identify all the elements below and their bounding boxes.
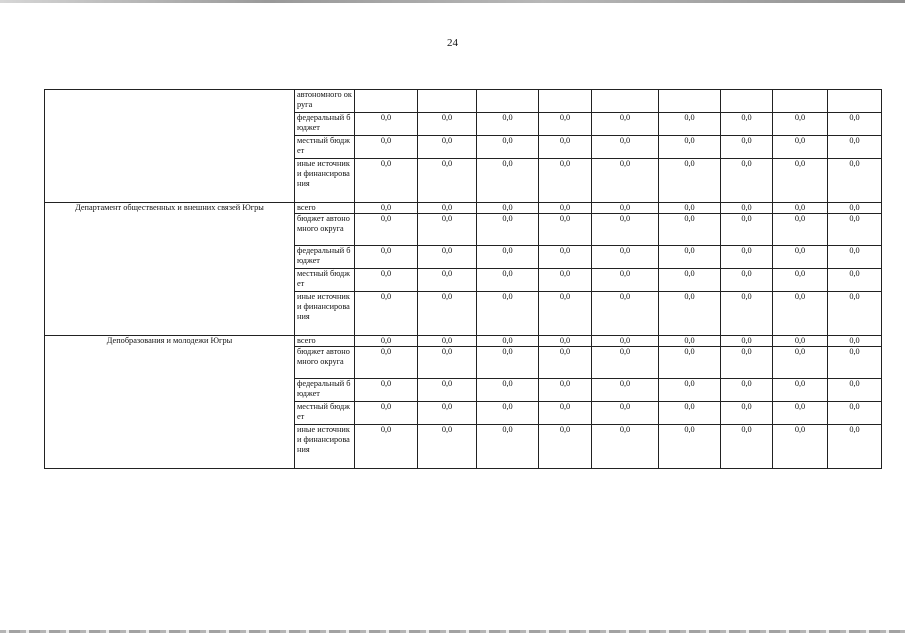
value-cell bbox=[773, 90, 828, 113]
value-cell: 0,0 bbox=[539, 246, 592, 269]
value-cell: 0,0 bbox=[592, 136, 659, 159]
value-cell: 0,0 bbox=[828, 113, 882, 136]
funding-source-cell: местный бюджет bbox=[295, 136, 355, 159]
value-cell: 0,0 bbox=[659, 136, 721, 159]
table-row bbox=[45, 203, 882, 214]
value-cell: 0,0 bbox=[828, 292, 882, 336]
value-cell: 0,0 bbox=[539, 379, 592, 402]
organization-cell: Департамент общественных и внешних связей Югры bbox=[45, 203, 295, 336]
value-cell: 0,0 bbox=[477, 113, 539, 136]
value-cell: 0,0 bbox=[355, 292, 418, 336]
value-cell: 0,0 bbox=[828, 402, 882, 425]
funding-source-cell: бюджет автономного округа bbox=[295, 214, 355, 246]
value-cell: 0,0 bbox=[773, 159, 828, 203]
value-cell: 0,0 bbox=[418, 379, 477, 402]
value-cell: 0,0 bbox=[773, 425, 828, 469]
value-cell: 0,0 bbox=[355, 336, 418, 347]
value-cell: 0,0 bbox=[477, 159, 539, 203]
value-cell: 0,0 bbox=[477, 402, 539, 425]
value-cell bbox=[355, 90, 418, 113]
value-cell: 0,0 bbox=[773, 292, 828, 336]
value-cell: 0,0 bbox=[539, 214, 592, 246]
value-cell: 0,0 bbox=[592, 402, 659, 425]
value-cell: 0,0 bbox=[477, 246, 539, 269]
funding-source-cell: бюджет автономного округа bbox=[295, 347, 355, 379]
value-cell: 0,0 bbox=[659, 379, 721, 402]
value-cell: 0,0 bbox=[477, 203, 539, 214]
value-cell: 0,0 bbox=[418, 347, 477, 379]
value-cell: 0,0 bbox=[418, 203, 477, 214]
value-cell: 0,0 bbox=[721, 379, 773, 402]
value-cell bbox=[418, 90, 477, 113]
value-cell: 0,0 bbox=[773, 246, 828, 269]
value-cell: 0,0 bbox=[418, 113, 477, 136]
value-cell: 0,0 bbox=[418, 425, 477, 469]
value-cell: 0,0 bbox=[477, 292, 539, 336]
value-cell: 0,0 bbox=[828, 159, 882, 203]
value-cell: 0,0 bbox=[721, 136, 773, 159]
value-cell: 0,0 bbox=[773, 336, 828, 347]
value-cell: 0,0 bbox=[659, 425, 721, 469]
value-cell: 0,0 bbox=[828, 379, 882, 402]
value-cell bbox=[477, 90, 539, 113]
value-cell: 0,0 bbox=[828, 203, 882, 214]
value-cell: 0,0 bbox=[477, 269, 539, 292]
value-cell: 0,0 bbox=[418, 214, 477, 246]
value-cell: 0,0 bbox=[659, 246, 721, 269]
table-row bbox=[45, 336, 882, 347]
value-cell: 0,0 bbox=[355, 379, 418, 402]
value-cell: 0,0 bbox=[773, 203, 828, 214]
funding-source-cell: иные источники финансирова ния bbox=[295, 425, 355, 469]
funding-source-cell: федеральный бюджет bbox=[295, 246, 355, 269]
value-cell: 0,0 bbox=[721, 425, 773, 469]
value-cell: 0,0 bbox=[418, 402, 477, 425]
value-cell: 0,0 bbox=[418, 292, 477, 336]
value-cell: 0,0 bbox=[418, 159, 477, 203]
value-cell: 0,0 bbox=[355, 246, 418, 269]
funding-source-cell: федеральный бюджет bbox=[295, 113, 355, 136]
value-cell: 0,0 bbox=[418, 136, 477, 159]
value-cell bbox=[592, 90, 659, 113]
value-cell: 0,0 bbox=[721, 269, 773, 292]
value-cell: 0,0 bbox=[659, 292, 721, 336]
value-cell: 0,0 bbox=[539, 425, 592, 469]
value-cell: 0,0 bbox=[539, 292, 592, 336]
value-cell: 0,0 bbox=[592, 425, 659, 469]
value-cell: 0,0 bbox=[355, 269, 418, 292]
value-cell: 0,0 bbox=[721, 402, 773, 425]
value-cell: 0,0 bbox=[659, 113, 721, 136]
value-cell: 0,0 bbox=[539, 113, 592, 136]
value-cell: 0,0 bbox=[659, 347, 721, 379]
value-cell: 0,0 bbox=[721, 347, 773, 379]
value-cell: 0,0 bbox=[418, 269, 477, 292]
value-cell: 0,0 bbox=[659, 214, 721, 246]
value-cell bbox=[659, 90, 721, 113]
value-cell: 0,0 bbox=[539, 402, 592, 425]
value-cell: 0,0 bbox=[592, 214, 659, 246]
value-cell: 0,0 bbox=[539, 159, 592, 203]
value-cell: 0,0 bbox=[773, 136, 828, 159]
value-cell: 0,0 bbox=[539, 136, 592, 159]
value-cell: 0,0 bbox=[773, 402, 828, 425]
value-cell: 0,0 bbox=[355, 136, 418, 159]
value-cell: 0,0 bbox=[418, 336, 477, 347]
value-cell: 0,0 bbox=[592, 292, 659, 336]
value-cell: 0,0 bbox=[659, 159, 721, 203]
value-cell: 0,0 bbox=[828, 336, 882, 347]
value-cell: 0,0 bbox=[773, 113, 828, 136]
value-cell: 0,0 bbox=[539, 336, 592, 347]
value-cell: 0,0 bbox=[355, 214, 418, 246]
funding-source-cell: иные источники финансирова ния bbox=[295, 159, 355, 203]
value-cell: 0,0 bbox=[355, 113, 418, 136]
value-cell: 0,0 bbox=[659, 402, 721, 425]
value-cell: 0,0 bbox=[592, 203, 659, 214]
funding-source-cell: всего bbox=[295, 336, 355, 347]
value-cell: 0,0 bbox=[721, 203, 773, 214]
value-cell: 0,0 bbox=[539, 347, 592, 379]
value-cell: 0,0 bbox=[592, 379, 659, 402]
budget-table-body bbox=[45, 90, 882, 469]
value-cell: 0,0 bbox=[477, 425, 539, 469]
value-cell: 0,0 bbox=[355, 203, 418, 214]
value-cell: 0,0 bbox=[539, 203, 592, 214]
value-cell: 0,0 bbox=[721, 159, 773, 203]
value-cell: 0,0 bbox=[355, 425, 418, 469]
value-cell: 0,0 bbox=[355, 159, 418, 203]
funding-source-cell: автономного округа bbox=[295, 90, 355, 113]
funding-source-cell: местный бюджет bbox=[295, 269, 355, 292]
value-cell: 0,0 bbox=[773, 269, 828, 292]
value-cell: 0,0 bbox=[477, 336, 539, 347]
value-cell: 0,0 bbox=[721, 336, 773, 347]
value-cell: 0,0 bbox=[828, 214, 882, 246]
value-cell: 0,0 bbox=[592, 246, 659, 269]
value-cell: 0,0 bbox=[592, 269, 659, 292]
value-cell: 0,0 bbox=[721, 214, 773, 246]
funding-source-cell: всего bbox=[295, 203, 355, 214]
organization-cell bbox=[45, 90, 295, 203]
funding-source-cell: иные источники финансирова ния bbox=[295, 292, 355, 336]
value-cell: 0,0 bbox=[477, 136, 539, 159]
value-cell: 0,0 bbox=[828, 425, 882, 469]
value-cell: 0,0 bbox=[659, 203, 721, 214]
value-cell: 0,0 bbox=[477, 347, 539, 379]
value-cell: 0,0 bbox=[355, 347, 418, 379]
budget-table bbox=[44, 89, 882, 469]
value-cell: 0,0 bbox=[721, 113, 773, 136]
value-cell: 0,0 bbox=[592, 336, 659, 347]
value-cell bbox=[721, 90, 773, 113]
scan-edge-bottom bbox=[0, 630, 905, 633]
value-cell: 0,0 bbox=[659, 336, 721, 347]
value-cell: 0,0 bbox=[828, 269, 882, 292]
value-cell bbox=[828, 90, 882, 113]
table-row bbox=[45, 90, 882, 113]
value-cell: 0,0 bbox=[721, 292, 773, 336]
value-cell: 0,0 bbox=[418, 246, 477, 269]
value-cell: 0,0 bbox=[477, 379, 539, 402]
value-cell: 0,0 bbox=[477, 214, 539, 246]
value-cell: 0,0 bbox=[659, 269, 721, 292]
scan-edge-top bbox=[0, 0, 905, 3]
page-number: 24 bbox=[447, 37, 458, 49]
value-cell: 0,0 bbox=[828, 246, 882, 269]
value-cell: 0,0 bbox=[592, 347, 659, 379]
organization-cell: Депобразования и молодежи Югры bbox=[45, 336, 295, 469]
value-cell: 0,0 bbox=[773, 347, 828, 379]
value-cell: 0,0 bbox=[592, 159, 659, 203]
value-cell: 0,0 bbox=[828, 136, 882, 159]
value-cell: 0,0 bbox=[592, 113, 659, 136]
value-cell: 0,0 bbox=[539, 269, 592, 292]
value-cell: 0,0 bbox=[721, 246, 773, 269]
value-cell: 0,0 bbox=[828, 347, 882, 379]
value-cell: 0,0 bbox=[355, 402, 418, 425]
value-cell bbox=[539, 90, 592, 113]
value-cell: 0,0 bbox=[773, 379, 828, 402]
value-cell: 0,0 bbox=[773, 214, 828, 246]
funding-source-cell: федеральный бюджет bbox=[295, 379, 355, 402]
funding-source-cell: местный бюджет bbox=[295, 402, 355, 425]
